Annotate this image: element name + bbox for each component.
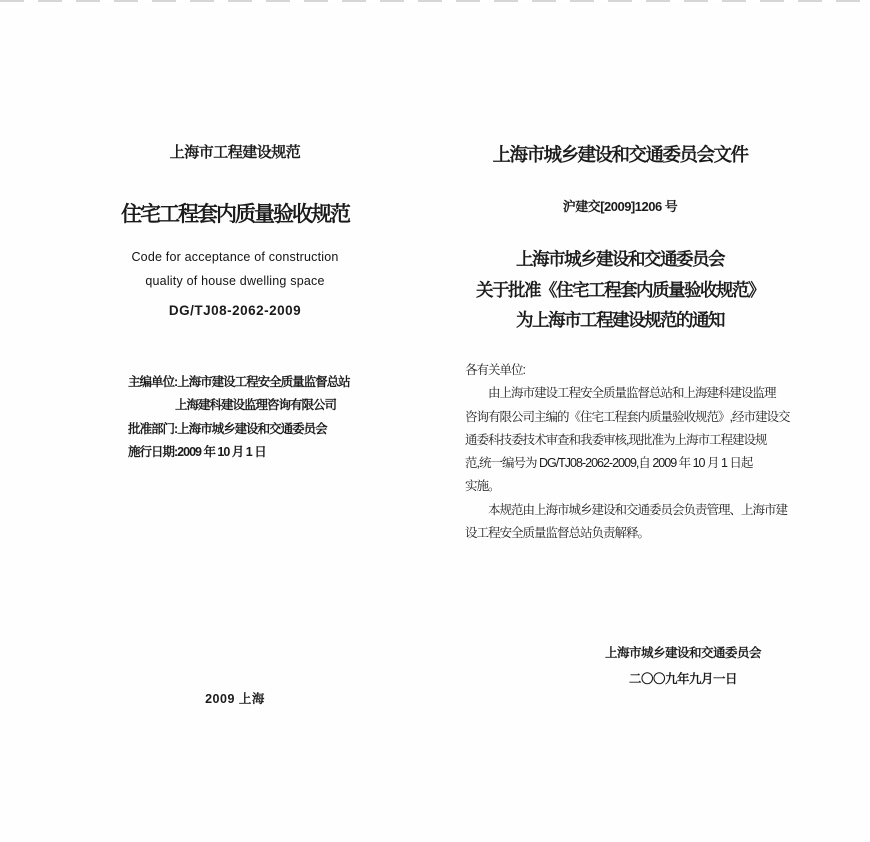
publication-meta [128,371,350,464]
standard-title-cn: 住宅工程套内质量验收规范 [121,203,349,226]
series-title: 上海市工程建设规范 [169,144,301,161]
signature-date: 二〇〇九年九月一日 [628,671,737,686]
body-line: 由上海市建设工程安全质量监督总站和上海建科建设监理 [488,386,776,401]
notice-title-line1: 上海市城乡建设和交通委员会 [516,249,724,269]
body-line: 实施。 [465,479,500,494]
notice-title-line3: 为上海市工程建设规范的通知 [516,310,724,330]
signature-block [518,641,848,692]
body-line: 设工程安全质量监督总站负责解释。 [465,525,650,540]
effective-date-line: 施行日期:2009 年 10 月 1 日 [128,444,266,459]
notice-title-line2: 关于批准《住宅工程套内质量验收规范》 [476,279,764,300]
chief-editor-line2: 上海建科建设监理咨询有限公司 [175,398,337,413]
imprint-year-city: 2009 上海 [205,692,265,706]
cover-page [35,0,435,842]
letterhead-title: 上海市城乡建设和交通委员会文件 [492,144,748,165]
body-line: 通委科技委技术审查和我委审核,现批准为上海市工程建设规 [465,432,767,447]
approval-department-line: 批准部门:上海市城乡建设和交通委员会 [128,421,327,436]
body-line: 咨询有限公司主编的《住宅工程套内质量验收规范》,经市建设交 [465,409,790,424]
notice-body [465,359,797,545]
notice-title [440,244,800,336]
standard-code: DG/TJ08-2062-2009 [168,303,302,318]
standard-title-en-line2: quality of house dwelling space [145,274,325,288]
signature-organization: 上海市城乡建设和交通委员会 [604,646,761,660]
standard-title-en-line1: Code for acceptance of construction [131,250,339,264]
body-line: 本规范由上海市城乡建设和交通委员会负责管理、上海市建 [488,502,788,517]
body-line: 范,统一编号为 DG/TJ08-2062-2009,自 2009 年 10 月 1 日起 [465,456,753,470]
notice-page [440,0,800,842]
chief-editor-line: 主编单位:上海市建设工程安全质量监督总站 [128,375,350,389]
salutation: 各有关单位: [465,363,525,377]
document-number: 沪建交[2009]1206 号 [562,199,678,214]
